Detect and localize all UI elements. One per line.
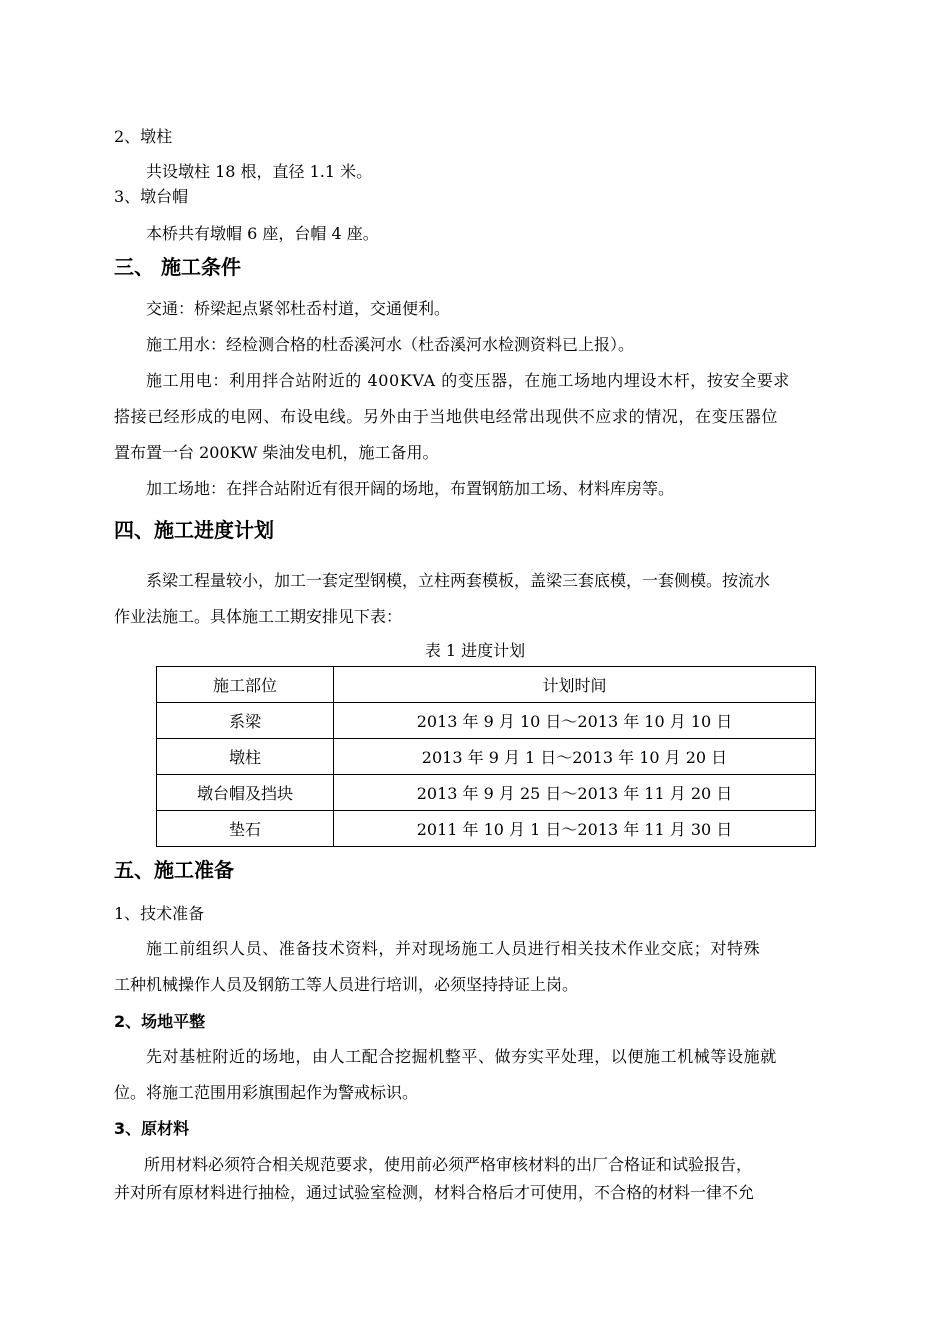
time-cell: 2013 年 9 月 10 日～2013 年 10 月 10 日 [334,703,816,739]
water-text: 施工用水：经检测合格的杜岙溪河水（杜岙溪河水检测资料已上报）。 [146,335,635,354]
table-caption: 表 1 进度计划 [424,641,526,660]
part-cell: 墩台帽及挡块 [157,775,334,811]
time-cell: 2013 年 9 月 1 日～2013 年 10 月 20 日 [334,739,816,775]
materials-text-line: 所用材料必须符合相关规范要求，使用前必须严格审核材料的出厂合格证和试验报告， [144,1155,753,1174]
site-text: 加工场地：在拌合站附近有很开阔的场地，布置钢筋加工场、材料库房等。 [146,479,675,498]
tech-subtitle: 1、技术准备 [114,904,205,923]
part-cell: 垫石 [157,811,334,847]
column-header: 计划时间 [334,667,816,703]
materials-subtitle: 3、原材料 [114,1119,190,1138]
table-row [157,739,816,775]
schedule-table [156,666,816,847]
traffic-text: 交通：桥梁起点紧邻杜岙村道，交通便利。 [146,299,451,318]
tech-text-line: 工种机械操作人员及钢筋工等人员进行培训，必须坚持持证上岗。 [114,975,579,994]
schedule-heading: 四、施工进度计划 [114,518,274,542]
time-cell: 2013 年 9 月 25 日～2013 年 11 月 20 日 [334,775,816,811]
time-cell: 2011 年 10 月 1 日～2013 年 11 月 30 日 [334,811,816,847]
schedule-intro-line: 系梁工程量较小，加工一套定型钢模，立柱两套模板，盖梁三套底模，一套侧模。按流水 [146,571,771,590]
site-leveling-text-line: 先对基桩附近的场地，由人工配合挖掘机整平、做夯实平处理，以便施工机械等设施就 [146,1047,777,1066]
table-row [157,775,816,811]
cap-text: 本桥共有墩帽 6 座，台帽 4 座。 [146,224,379,243]
conditions-heading: 三、 施工条件 [114,255,241,279]
column-header: 施工部位 [157,667,334,703]
materials-text-line: 并对所有原材料进行抽检，通过试验室检测，材料合格后才可使用，不合格的材料一律不允 [114,1183,755,1202]
part-cell: 墩柱 [157,739,334,775]
cap-subtitle: 3、墩台帽 [114,187,189,206]
site-leveling-subtitle: 2、场地平整 [114,1012,206,1031]
table-row [157,703,816,739]
schedule-intro-line: 作业法施工。具体施工工期安排见下表： [114,607,403,626]
pier-text: 共设墩柱 18 根，直径 1.1 米。 [146,162,373,181]
table-header-row [157,667,816,703]
power-text-line: 置布置一台 200KW 柴油发电机，施工备用。 [114,443,439,462]
part-cell: 系梁 [157,703,334,739]
pier-subtitle: 2、墩柱 [114,127,173,146]
preparation-heading: 五、施工准备 [114,858,234,882]
power-text-line: 施工用电：利用拌合站附近的 400KVA 的变压器，在施工场地内埋设木杆，按安全要求 [146,371,790,390]
site-leveling-text-line: 位。将施工范围用彩旗围起作为警戒标识。 [114,1083,419,1102]
tech-text-line: 施工前组织人员、准备技术资料，并对现场施工人员进行相关技术作业交底；对特殊 [146,939,761,958]
power-text-line: 搭接已经形成的电网、布设电线。另外由于当地供电经常出现供不应求的情况，在变压器位 [114,407,779,426]
table-row [157,811,816,847]
